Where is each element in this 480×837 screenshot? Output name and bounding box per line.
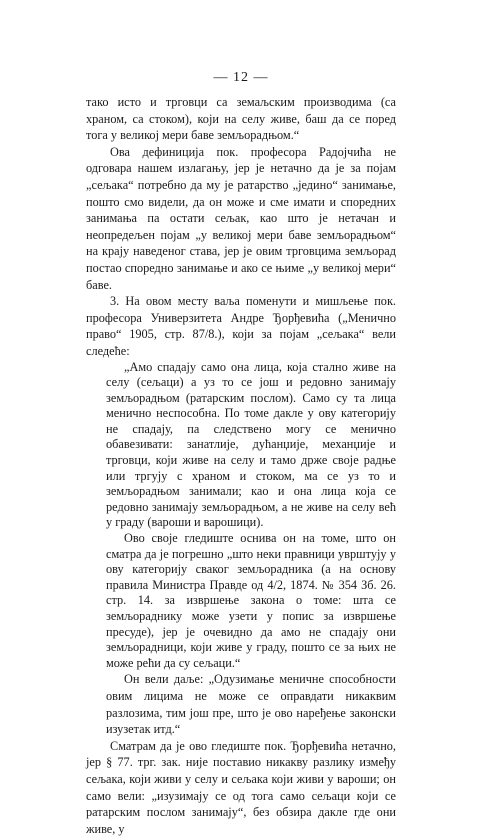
body-text [86,94,396,837]
paragraph: Сматрам да је ово гледиште пок. Ђорђевића нетачно, јер § 77. трг. зак. није поставио никакву разлику између сељака, који живи у селу и сељака који живи у вароши; он само вели: „изузимају се од тога само сељаци који се ратарским послом занимају“, без обзира дакле где они живе, у [86,738,396,836]
paragraph: 3. На овом месту ваља поменути и мишљење пок. професора Универзитета Андре Ђорђевића („Менично право“ 1905, стр. 87/8.), који за појам „сељака“ вели следеће: [86,294,396,358]
quote-paragraph: Он вели даље: „Одузимање меничне способности овим лицима не може се оправдати никаквим разлозима, тим још пре, што је ово наређење законски изузетак итд.“ [106,672,396,737]
paragraph: тако исто и трговци са земаљским производима (са храном, са стоком), који на селу живе, баш да се поред тога у великој мери баве земљорадњом.“ [86,95,396,143]
page-number: — 12 — [213,70,269,85]
quote-paragraph: Ово своје гледиште оснива он на томе, што он сматра да је погрешно „што неки правници уврштују у ову категорију сваког земљорадника (а на основу правила Министра Правде од 4/2, 1874. № 354 Зб. 26. стр. 14. за извршење закона о томе: шта се земљораднику може узети у попис за извршење пресуде), јер је очевидно да амо не спадају они земљорадници, који живе у граду, пошто се за њих не може рећи да су сељаци.“ [106,531,396,670]
quote-paragraph: „Амо спадају само она лица, која стално живе на селу (сељаци) а уз то се још и редовно занимају земљорадњом (ратарским послом). Само су та лица менично неспособна. По томе дакле у ову категорију не спадају, па следствено могу се менично обавезивати: занатлије, дућанџије, механџије и трговци, који живе на селу и тамо држе своје радње или тргују с храном и стоком, ма се уз то и земљорадњом занимали; као и она лица која се редовно занимају земљорадњом, а не живе на селу већ у граду (вароши и варошици). [106,359,396,530]
paragraph: Ова дефиниција пок. професора Радојчића не одговара нашем излагању, јер је нетачно да је за појам „сељака“ потребно да му је ратарство „једино“ занимање, пошто смо видели, да он може и сме имати и споредних занимања па остати сељак, као што је нетачан и неопредељен појам „у великој мери баве земљорадњом“ на крају наведеног става, јер је овим трговцима земљорад постао споредно занимање и ако се њиме „у великој мери“ баве. [86,144,396,292]
